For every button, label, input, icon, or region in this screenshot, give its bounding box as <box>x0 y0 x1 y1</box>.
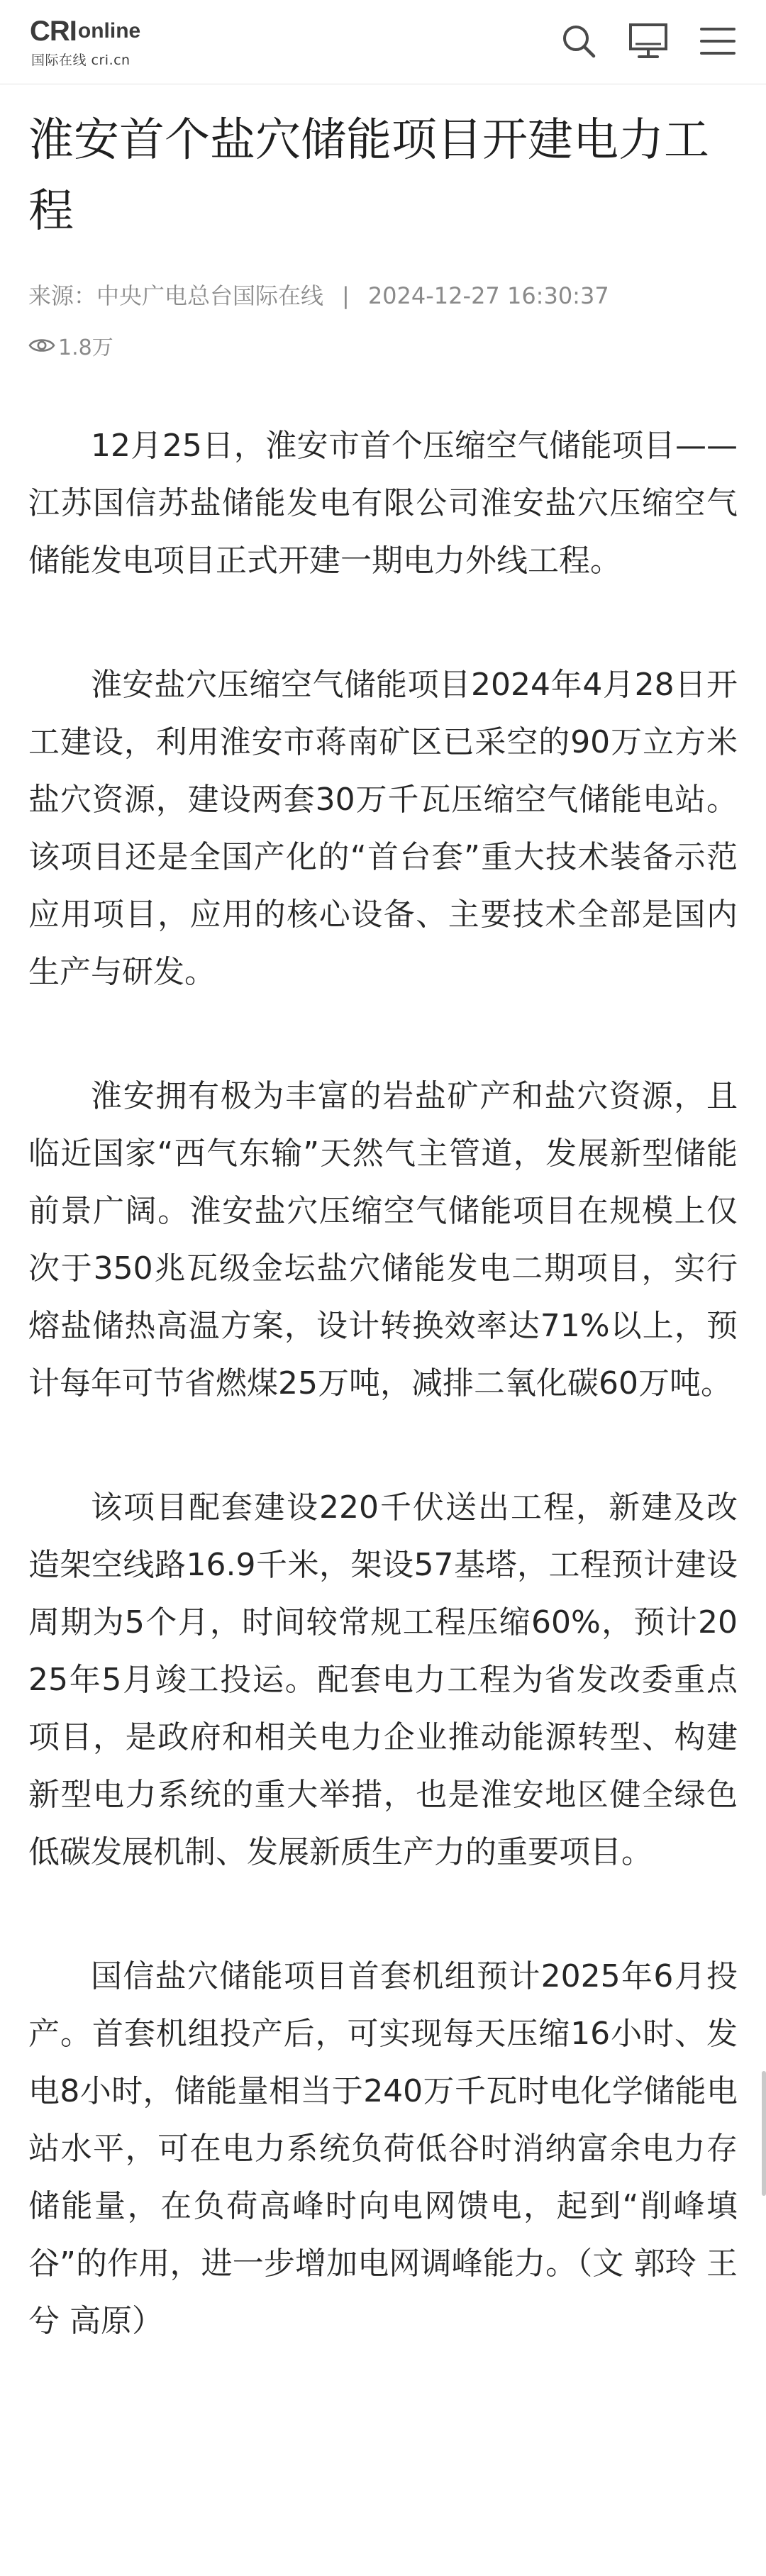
article-paragraph: 12月25日，淮安市首个压缩空气储能项目——江苏国信苏盐储能发电有限公司淮安盐穴压缩空气储能发电项目正式开建一期电力外线工程。 <box>28 428 738 579</box>
eye-icon <box>28 336 55 355</box>
article-paragraph: 淮安拥有极为丰富的岩盐矿产和盐穴资源，且临近国家“西气东输”天然气主管道，发展新型储能前景广阔。淮安盐穴压缩空气储能项目在规模上仅次于350兆瓦级金坛盐穴储能发电二期项目，实行熔盐储热高温方案，设计转换效率达71%以上，预计每年可节省燃煤25万吨，减排二氧化碳60万吨。 <box>28 1078 738 1401</box>
search-button[interactable] <box>556 18 601 64</box>
site-header <box>0 0 766 84</box>
menu-icon <box>699 25 736 57</box>
article-paragraph: 国信盐穴储能项目首套机组预计2025年6月投产。首套机组投产后，可实现每天压缩16小时、发电8小时，储能量相当于240万千瓦时电化学储能电站水平，可在电力系统负荷低谷时消纳富余电力存储能量，在负荷高峰时向电网馈电，起到“削峰填谷”的作用，进一步增加电网调峰能力。（文 郭玲 王兮 高原） <box>28 1958 738 2339</box>
source-name: 中央广电总台国际在线 <box>96 282 324 309</box>
scrollbar-thumb[interactable] <box>762 2071 766 2196</box>
logo-subtitle: 国际在线 cri.cn <box>31 52 131 68</box>
article-paragraph: 该项目配套建设220千伏送出工程，新建及改造架空线路16.9千米，架设57基塔，工程预计建设周期为5个月，时间较常规工程压缩60%，预计2025年5月竣工投运。配套电力工程为省发改委重点项目，是政府和相关电力企业推动能源转型、构建新型电力系统的重大举措，也是淮安地区健全绿色低碳发展机制、发展新质生产力的重要项目。 <box>28 1489 738 1870</box>
view-count-value: 1.8万 <box>58 335 113 360</box>
meta-separator: | <box>342 282 350 309</box>
source-label: 来源： <box>28 282 97 309</box>
article-paragraph: 淮安盐穴压缩空气储能项目2024年4月28日开工建设，利用淮安市蒋南矿区已采空的90万立方米盐穴资源，建设两套30万千瓦压缩空气储能电站。该项目还是全国产化的“首台套”重大技术装备示范应用项目，应用的核心设备、主要技术全部是国内生产与研发。 <box>28 667 738 990</box>
search-icon <box>560 23 597 60</box>
logo-wordmark <box>30 16 140 47</box>
logo-brand: CRI <box>30 15 77 47</box>
menu-button[interactable] <box>695 18 740 64</box>
screen-button[interactable] <box>626 18 671 64</box>
article-title: 淮安首个盐穴储能项目开建电力工程 <box>28 114 709 238</box>
view-count <box>28 328 113 363</box>
monitor-icon <box>628 22 668 60</box>
publish-datetime: 2024-12-27 16:30:37 <box>367 282 609 309</box>
article-meta <box>28 278 745 313</box>
article-body <box>28 417 738 2416</box>
cri-online-logo[interactable] <box>30 16 200 68</box>
logo-suffix: online <box>77 19 141 43</box>
